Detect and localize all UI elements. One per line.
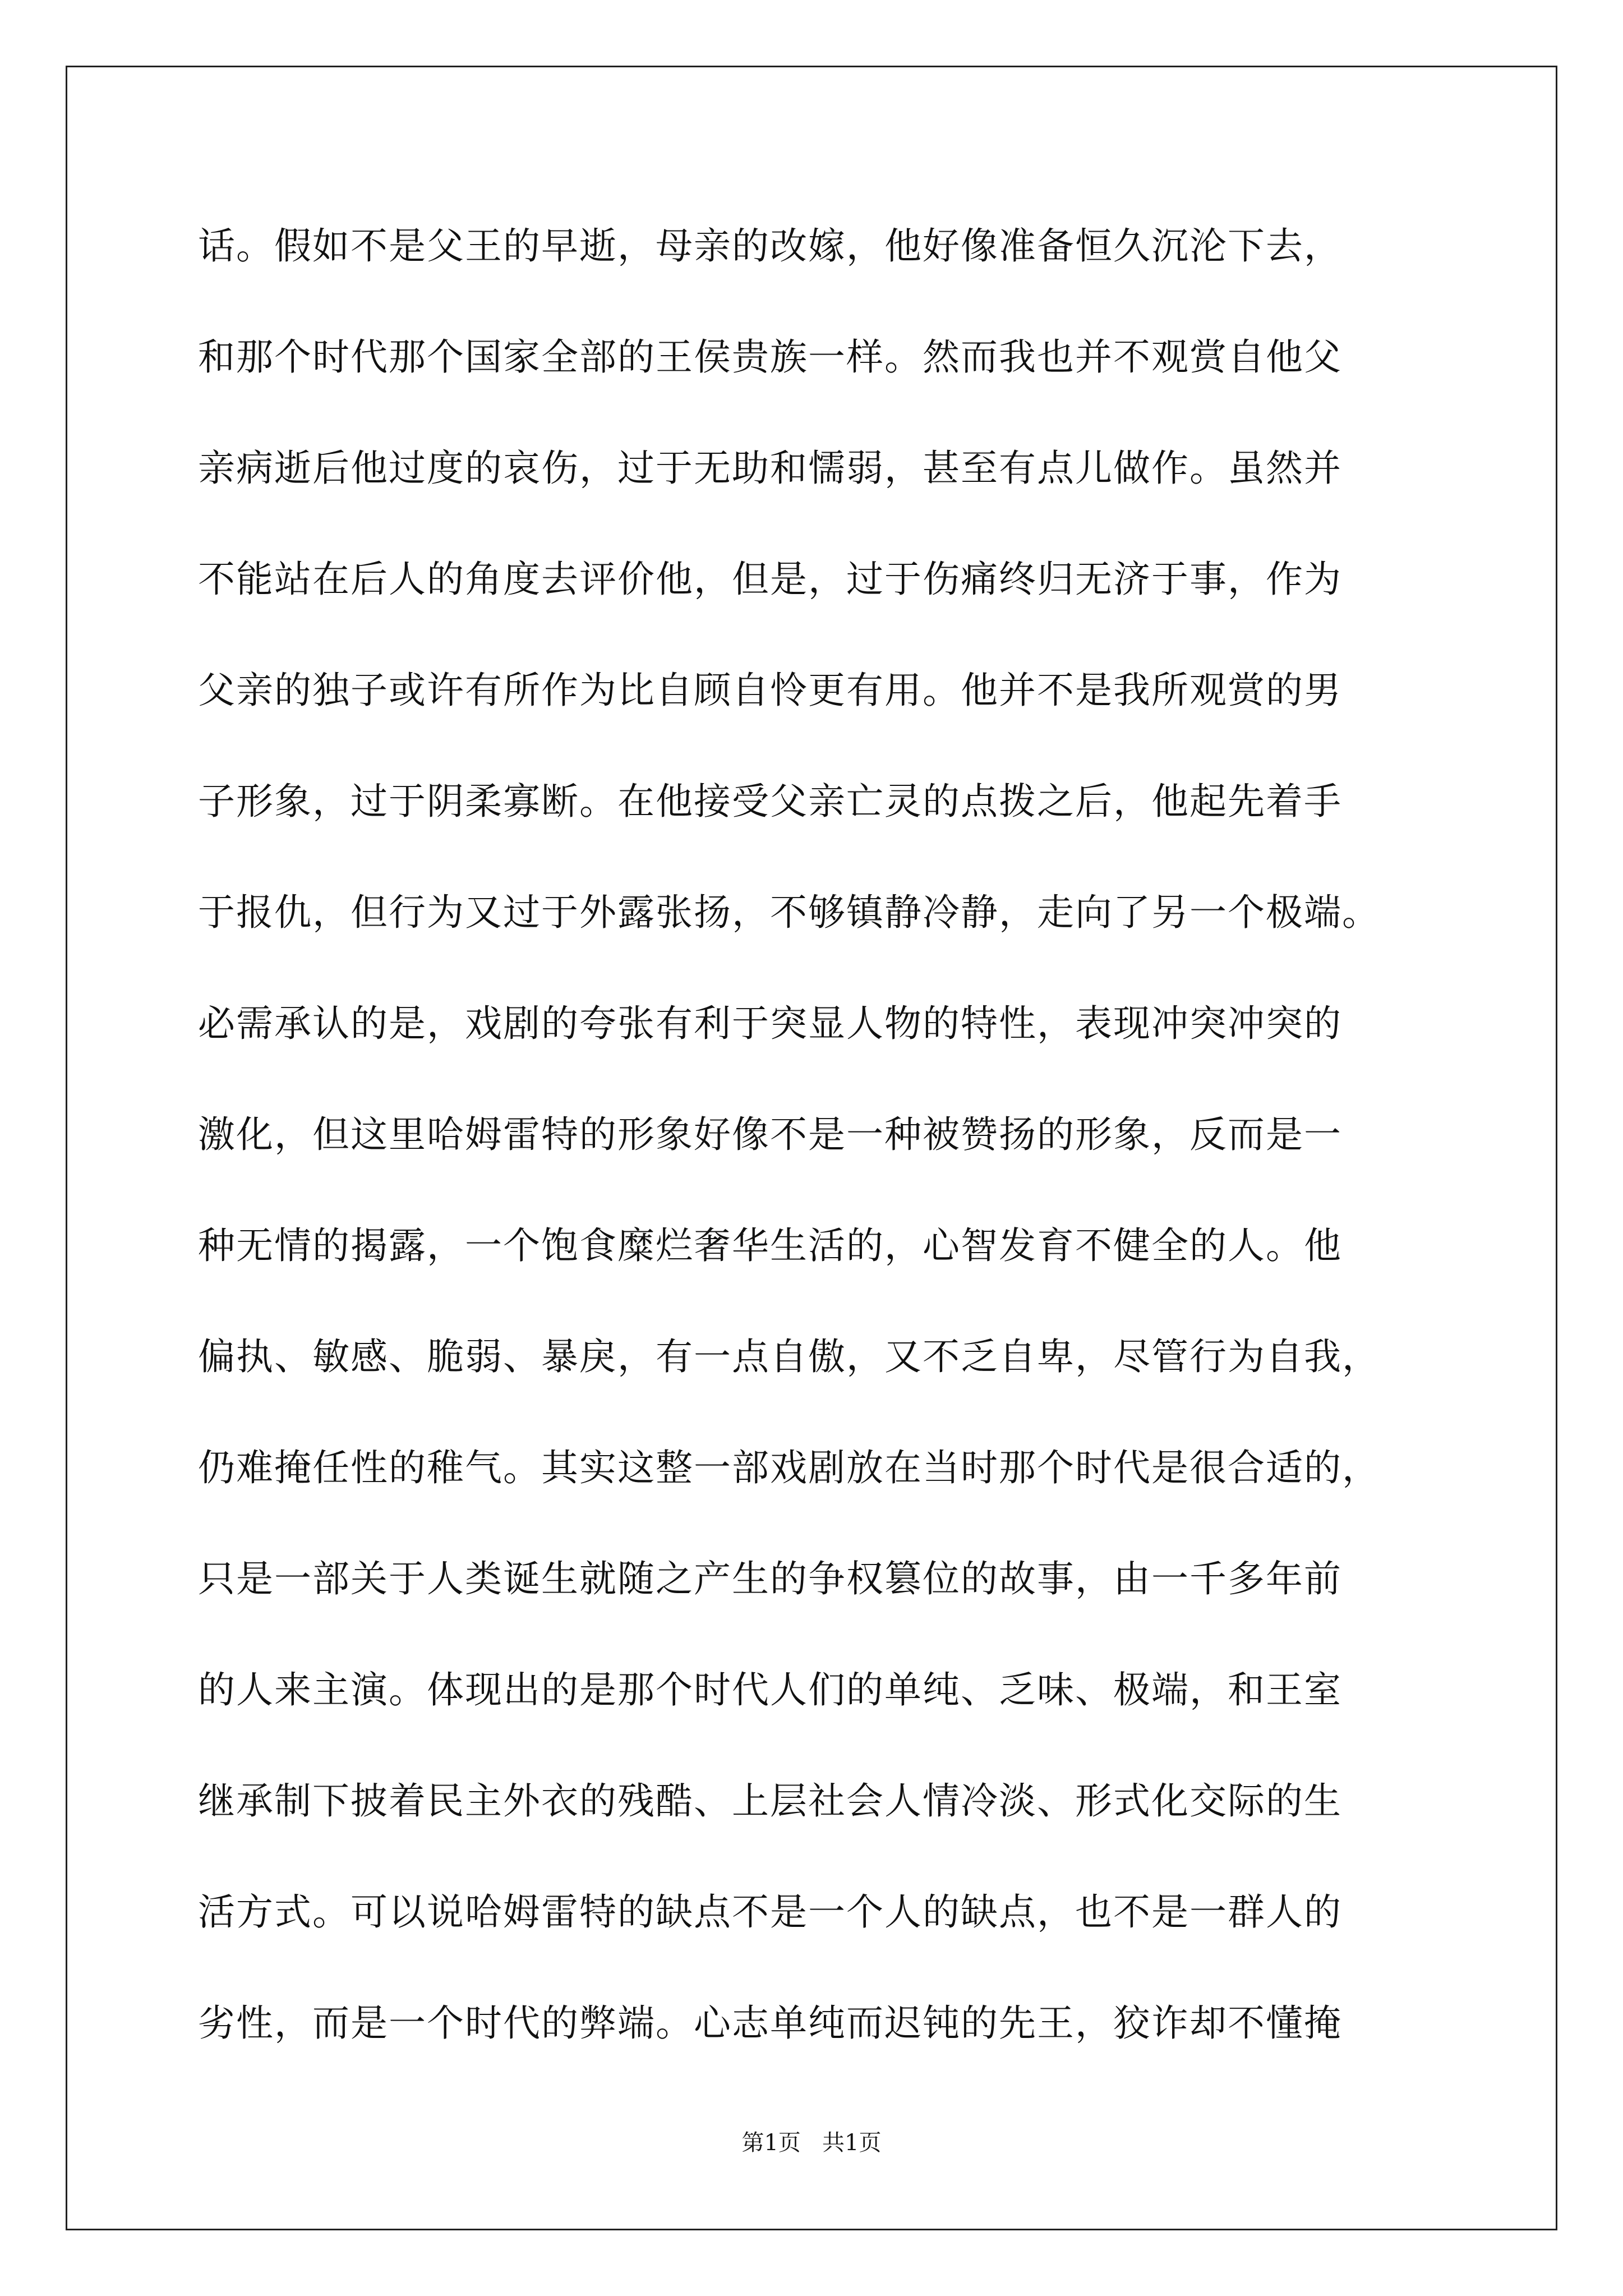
text-line: 和那个时代那个国家全部的王侯贵族一样。然而我也并不观赏自他父 <box>198 335 1342 379</box>
text-line: 不能站在后人的角度去评价他，但是，过于伤痛终归无济于事，作为 <box>198 558 1342 601</box>
text-line: 的人来主演。体现出的是那个时代人们的单纯、乏味、极端，和王室 <box>198 1668 1342 1711</box>
text-line: 种无情的揭露，一个饱食糜烂奢华生活的，心智发育不健全的人。他 <box>198 1224 1342 1267</box>
text-line: 偏执、敏感、脆弱、暴戾，有一点自傲，又不乏自卑，尽管行为自我， <box>198 1335 1380 1378</box>
text-line: 激化，但这里哈姆雷特的形象好像不是一种被赞扬的形象，反而是一 <box>198 1113 1342 1156</box>
text-line: 劣性，而是一个时代的弊端。心志单纯而迟钝的先王，狡诈却不懂掩 <box>198 2001 1342 2045</box>
text-line: 话。假如不是父王的早逝，母亲的改嫁，他好像准备恒久沉沦下去， <box>198 224 1342 268</box>
text-line: 活方式。可以说哈姆雷特的缺点不是一个人的缺点，也不是一群人的 <box>198 1890 1342 1934</box>
text-line: 子形象，过于阴柔寡断。在他接受父亲亡灵的点拨之后，他起先着手 <box>198 780 1342 823</box>
text-line: 仍难掩任性的稚气。其实这整一部戏剧放在当时那个时代是很合适的， <box>198 1446 1380 1489</box>
text-line: 只是一部关于人类诞生就随之产生的争权篡位的故事，由一千多年前 <box>198 1557 1342 1600</box>
text-line: 于报仇，但行为又过于外露张扬，不够镇静冷静，走向了另一个极端。 <box>198 891 1380 934</box>
document-body <box>198 191 1432 2079</box>
text-line: 父亲的独子或许有所作为比自顾自怜更有用。他并不是我所观赏的男 <box>198 669 1342 712</box>
text-line: 必需承认的是，戏剧的夸张有利于突显人物的特性，表现冲突冲突的 <box>198 1002 1342 1045</box>
text-line: 亲病逝后他过度的哀伤，过于无助和懦弱，甚至有点儿做作。虽然并 <box>198 447 1342 490</box>
page-number-footer: 第1页 共1页 <box>741 2130 882 2156</box>
text-line: 继承制下披着民主外衣的残酷、上层社会人情冷淡、形式化交际的生 <box>198 1779 1342 1823</box>
